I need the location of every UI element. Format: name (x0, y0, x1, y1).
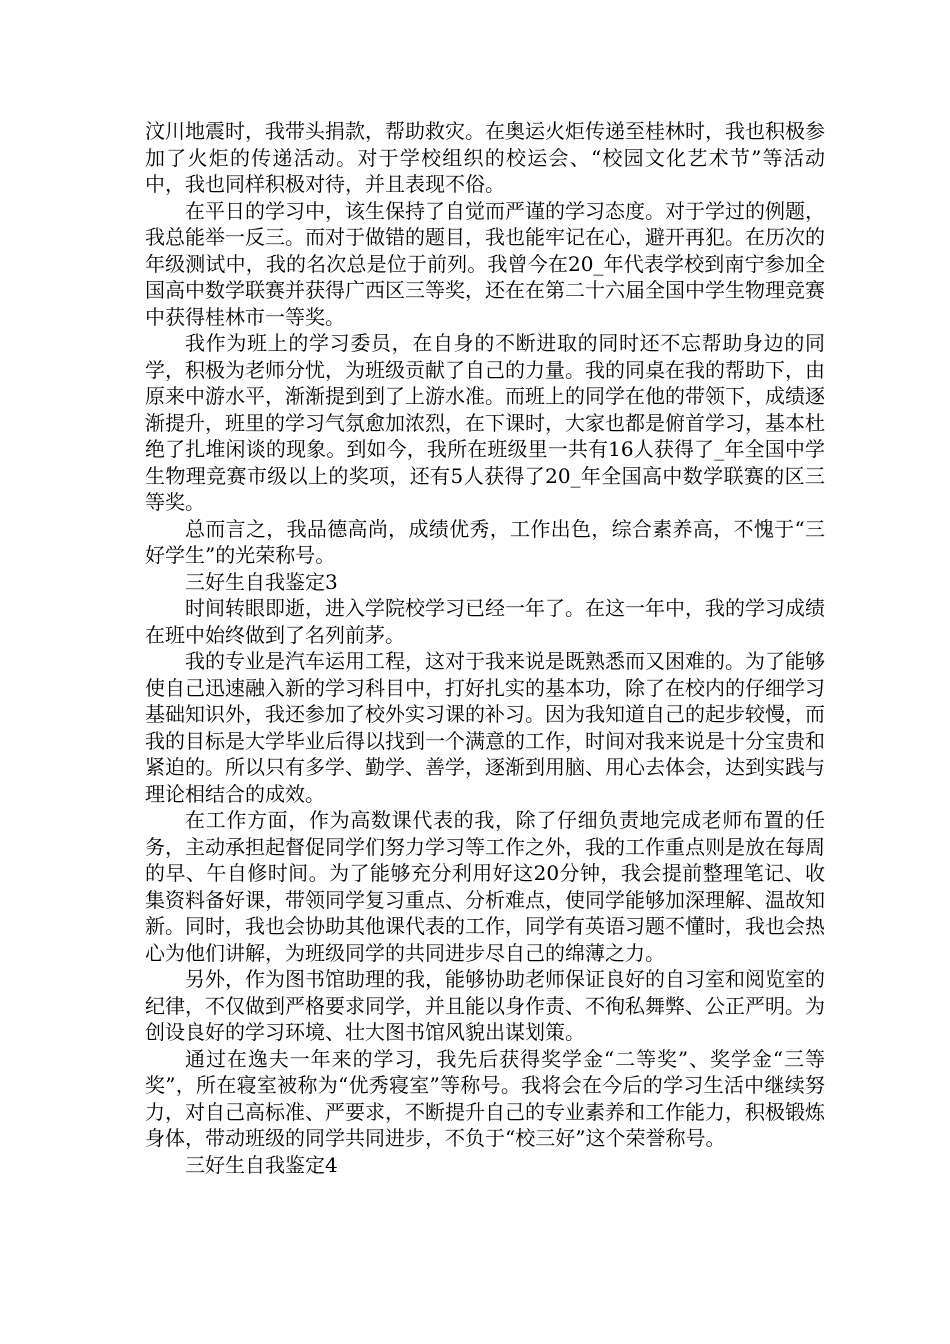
paragraph-2: 在平日的学习中，该生保持了自觉而严谨的学习态度。对于学过的例题，我总能举一反三。而对于做错的题目，我也能牢记在心，避开再犯。在历次的年级测试中，我的名次总是位于前列。我曾今在20_年代表学校到南宁参加全国高中数学联赛并获得广西区三等奖，还在在第二十六届全国中学生物理竞赛中获得桂林市一等奖。 (145, 198, 825, 329)
paragraph-4: 总而言之，我品德高尚，成绩优秀，工作出色，综合素养高，不愧于“三好学生”的光荣称号。 (145, 516, 825, 567)
paragraph-8: 另外，作为图书馆助理的我，能够协助老师保证良好的自习室和阅览室的纪律，不仅做到严格要求同学，并且能以身作责、不徇私舞弊、公正严明。为创设良好的学习环境、壮大图书馆风貌出谋划策。 (145, 967, 825, 1044)
section-heading-4: 三好生自我鉴定4 (185, 1152, 338, 1177)
paragraph-7: 在工作方面，作为高数课代表的我，除了仔细负责地完成老师布置的任务，主动承担起督促同学们努力学习等工作之外，我的工作重点则是放在每周的早、午自修时间。为了能够充分利用好这20分钟，我会提前整理笔记、收集资料备好课，带领同学复习重点、分析难点，使同学能够加深理解、温故知新。同时，我也会协助其他课代表的工作，同学有英语习题不懂时，我也会热心为他们讲解，为班级同学的共同进步尽自己的绵薄之力。 (145, 808, 825, 965)
paragraph-3: 我作为班上的学习委员，在自身的不断进取的同时还不忘帮助身边的同学，积极为老师分忧，为班级贡献了自己的力量。我的同桌在我的帮助下，由原来中游水平，渐渐提到到了上游水准。而班上的同学在他的带领下，成绩逐渐提升，班里的学习气氛愈加浓烈，在下课时，大家也都是俯首学习，基本杜绝了扎堆闲谈的现象。到如今，我所在班级里一共有16人获得了_年全国中学生物理竞赛市级以上的奖项，还有5人获得了20_年全国高中数学联赛的区三等奖。 (145, 331, 825, 514)
paragraph-1: 汶川地震时，我带头捐款，帮助救灾。在奥运火炬传递至桂林时，我也积极参加了火炬的传递活动。对于学校组织的校运会、“校园文化艺术节”等活动中，我也同样积极对待，并且表现不俗。 (145, 119, 825, 196)
section-heading-3: 三好生自我鉴定3 (185, 569, 338, 594)
paragraph-6: 我的专业是汽车运用工程，这对于我来说是既熟悉而又困难的。为了能够使自己迅速融入新的学习科目中，打好扎实的基本功，除了在校内的仔细学习基础知识外，我还参加了校外实习课的补习。因为我知道自己的起步较慢，而我的目标是大学毕业后得以找到一个满意的工作，时间对我来说是十分宝贵和紧迫的。所以只有多学、勤学、善学，逐渐到用脑、用心去体会，达到实践与理论相结合的成效。 (145, 649, 825, 806)
paragraph-9: 通过在逸夫一年来的学习，我先后获得奖学金“二等奖”、奖学金“三等奖”，所在寝室被称为“优秀寝室”等称号。我将会在今后的学习生活中继续努力，对自己高标准、严要求，不断提升自己的专业素养和工作能力，积极锻炼身体，带动班级的同学共同进步，不负于“校三好”这个荣誉称号。 (145, 1046, 825, 1150)
document-page (145, 118, 825, 1178)
paragraph-5: 时间转眼即逝，进入学院校学习已经一年了。在这一年中，我的学习成绩在班中始终做到了名列前茅。 (145, 596, 825, 647)
